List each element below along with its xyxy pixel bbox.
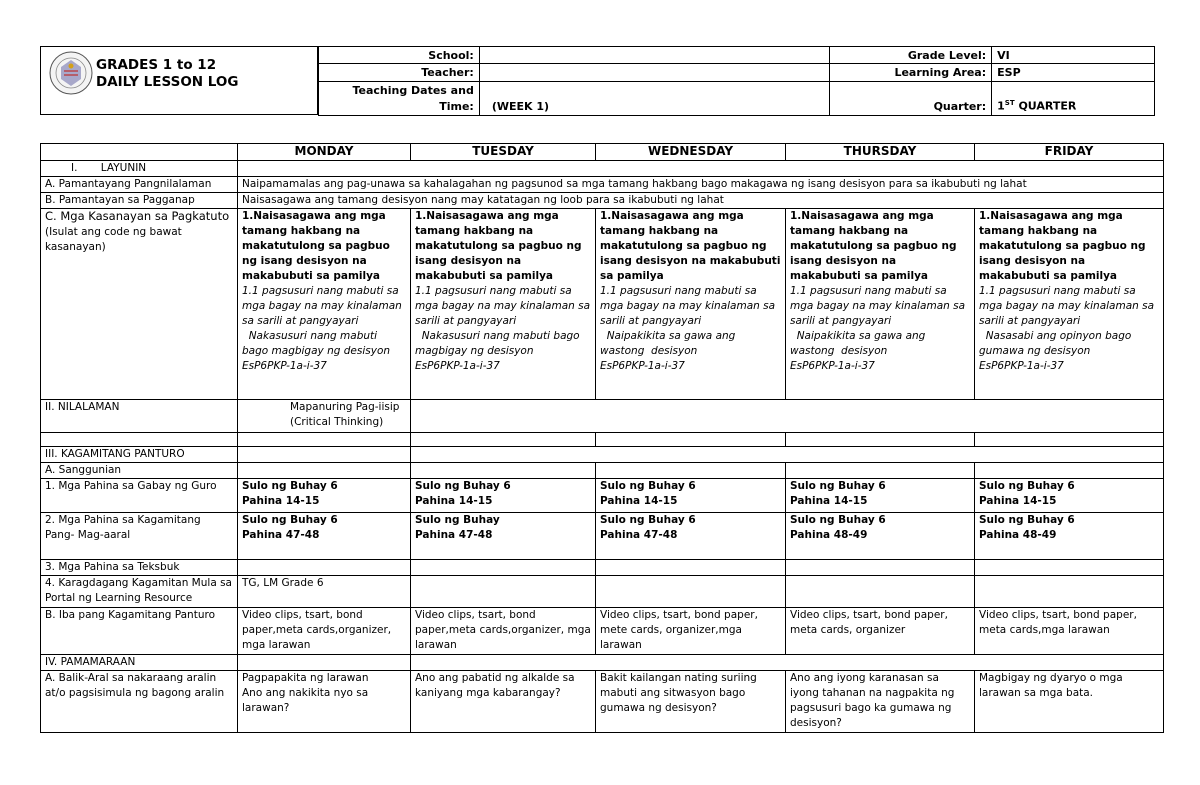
blank-cell bbox=[786, 463, 975, 479]
kagamitan-label: III. KAGAMITANG PANTURO bbox=[41, 447, 238, 463]
quarter-num: 1 bbox=[997, 100, 1005, 113]
kasanayan-sub: 1.1 pagsusuri nang mabuti sa mga bagay na may kinalaman sa sarili at pangyayari bbox=[979, 285, 1155, 327]
kasanayan-label-rest: (Isulat ang code ng bawat kasanayan) bbox=[45, 226, 182, 253]
blank-cell bbox=[411, 560, 596, 576]
kasanayan-main: 1.Naisasagawa ang mga tamang hakbang na makatutulong sa pagbuo ng isang desisyon na makabubuti sa pamilya bbox=[415, 210, 582, 282]
teksbuk-label: 3. Mga Pahina sa Teksbuk bbox=[41, 560, 238, 576]
kasanayan-monday bbox=[238, 209, 411, 400]
kasanayan-friday bbox=[975, 209, 1164, 400]
mag-aaral-wednesday bbox=[596, 513, 786, 560]
kasanayan-tuesday bbox=[411, 209, 596, 400]
kasanayan-code: EsP6PKP-1a-i-37 bbox=[790, 360, 875, 372]
iba-pang-friday: Video clips, tsart, bond paper, meta cards,mga larawan bbox=[975, 608, 1164, 655]
kasanayan-detail: Nakasusuri nang mabuti bago magbigay ng desisyon bbox=[415, 330, 583, 357]
blank-cell bbox=[411, 433, 596, 447]
page-range: Pahina 47-48 bbox=[600, 529, 678, 541]
balik-aral-label: A. Balik-Aral sa nakaraang aralin at/o pagsisimula ng bagong aralin bbox=[41, 671, 238, 733]
book-title: Sulo ng Buhay 6 bbox=[415, 480, 511, 492]
blank-cell bbox=[411, 576, 596, 608]
mag-aaral-friday bbox=[975, 513, 1164, 560]
quarter-rest: QUARTER bbox=[1014, 100, 1077, 113]
layunin-num: I. bbox=[71, 162, 78, 174]
kasanayan-sub: 1.1 pagsusuri nang mabuti sa mga bagay na may kinalaman sa sarili at pangyayari bbox=[600, 285, 776, 327]
book-title: Sulo ng Buhay 6 bbox=[790, 514, 886, 526]
gabay-guro-friday bbox=[975, 479, 1164, 513]
day-tuesday: TUESDAY bbox=[411, 144, 596, 161]
blank-cell bbox=[411, 463, 596, 479]
blank-cell bbox=[786, 576, 975, 608]
kasanayan-wednesday bbox=[596, 209, 786, 400]
karagdagang-kagamitan-label: 4. Karagdagang Kagamitan Mula sa Portal ng Learning Resource bbox=[41, 576, 238, 608]
kasanayan-main: 1.Naisasagawa ang mga tamang hakbang na makatutulong sa pagbuo ng isang desisyon na makabubuti sa pamilya bbox=[600, 210, 781, 282]
pamantayang-pangnilalaman-label: A. Pamantayang Pangnilalaman bbox=[41, 177, 238, 193]
nilalaman-value bbox=[238, 400, 411, 433]
layunin-label bbox=[41, 161, 238, 177]
layunin-text: LAYUNIN bbox=[100, 162, 147, 174]
mag-aaral-thursday bbox=[786, 513, 975, 560]
day-monday: MONDAY bbox=[238, 144, 411, 161]
gabay-guro-tuesday bbox=[411, 479, 596, 513]
karagdagang-kagamitan-value: TG, LM Grade 6 bbox=[238, 576, 411, 608]
iba-pang-kagamitan-row bbox=[41, 608, 1164, 655]
kasanayan-detail: Naipakikita sa gawa ang wastong desisyon bbox=[600, 330, 739, 357]
kasanayan-label-bold: C. Mga Kasanayan sa Pagkatuto bbox=[45, 209, 230, 223]
kasanayan-detail: Naipakikita sa gawa ang wastong desisyon bbox=[790, 330, 929, 357]
blank-cell bbox=[411, 655, 1164, 671]
nilalaman-line1: Mapanuring Pag-iisip bbox=[290, 401, 400, 413]
gabay-guro-label: 1. Mga Pahina sa Gabay ng Guro bbox=[41, 479, 238, 513]
mag-aaral-monday bbox=[238, 513, 411, 560]
blank-cell bbox=[596, 463, 786, 479]
corner-cell bbox=[41, 144, 238, 161]
kasanayan-label bbox=[41, 209, 238, 400]
blank-cell bbox=[238, 447, 411, 463]
mag-aaral-tuesday bbox=[411, 513, 596, 560]
lesson-log-table bbox=[40, 143, 1164, 733]
kasanayan-thursday bbox=[786, 209, 975, 400]
gabay-guro-row bbox=[41, 479, 1164, 513]
kasanayan-sub: 1.1 pagsusuri nang mabuti sa mga bagay na may kinalaman sa sarili at pangyayari bbox=[242, 285, 402, 327]
iba-pang-monday: Video clips, tsart, bond paper,meta cards,organizer, mga larawan bbox=[238, 608, 411, 655]
nilalaman-line2: (Critical Thinking) bbox=[290, 416, 384, 428]
kagamitan-row bbox=[41, 447, 1164, 463]
blank-cell bbox=[41, 433, 238, 447]
kasanayan-code: EsP6PKP-1a-i-37 bbox=[600, 360, 685, 372]
title-line-2: DAILY LESSON LOG bbox=[96, 74, 239, 90]
info-box bbox=[318, 46, 1155, 115]
pamantayang-pangnilalaman-value: Naipamamalas ang pag-unawa sa kahalagahan ng pagsunod sa mga tamang hakbang bago makagawa ng isang desisyon para sa ikabubuti ng lahat bbox=[238, 177, 1164, 193]
grade-level-label: Grade Level: bbox=[830, 47, 992, 64]
days-header-row bbox=[41, 144, 1164, 161]
quarter-sup: ST bbox=[1004, 99, 1015, 108]
page-range: Pahina 48-49 bbox=[790, 529, 868, 541]
book-title: Sulo ng Buhay 6 bbox=[790, 480, 886, 492]
balik-aral-tuesday: Ano ang pabatid ng alkalde sa kaniyang mga kabarangay? bbox=[411, 671, 596, 733]
book-title: Sulo ng Buhay 6 bbox=[600, 514, 696, 526]
iba-pang-wednesday: Video clips, tsart, bond paper, mete cards, organizer,mga larawan bbox=[596, 608, 786, 655]
balik-aral-wednesday: Bakit kailangan nating suriing mabuti ang sitwasyon bago gumawa ng desisyon? bbox=[596, 671, 786, 733]
iba-pang-thursday: Video clips, tsart, bond paper, meta cards, organizer bbox=[786, 608, 975, 655]
karagdagang-kagamitan-row bbox=[41, 576, 1164, 608]
school-value[interactable] bbox=[479, 47, 829, 64]
teksbuk-row bbox=[41, 560, 1164, 576]
pamantayan-pagganap-value: Naisasagawa ang tamang desisyon nang may katatagan ng loob para sa ikabubuti ng lahat bbox=[238, 193, 1164, 209]
page-range: Pahina 14-15 bbox=[242, 495, 320, 507]
nilalaman-row bbox=[41, 400, 1164, 433]
teacher-label: Teacher: bbox=[319, 64, 480, 82]
blank-cell bbox=[596, 433, 786, 447]
balik-aral-friday: Magbigay ng dyaryo o mga larawan sa mga bata. bbox=[975, 671, 1164, 733]
blank-cell bbox=[975, 576, 1164, 608]
blank-cell bbox=[238, 560, 411, 576]
balik-aral-thursday: Ano ang iyong karanasan sa iyong tahanan na nagpakita ng pagsusuri bago ka gumawa ng desisyon? bbox=[786, 671, 975, 733]
blank-cell bbox=[596, 576, 786, 608]
title-line-1: GRADES 1 to 12 bbox=[96, 57, 217, 73]
teacher-value[interactable] bbox=[479, 64, 829, 82]
blank-cell bbox=[975, 560, 1164, 576]
teaching-dates-value[interactable]: (WEEK 1) bbox=[479, 82, 829, 116]
document-title bbox=[96, 57, 238, 91]
blank-cell bbox=[786, 433, 975, 447]
layunin-empty bbox=[238, 161, 1164, 177]
gabay-guro-monday bbox=[238, 479, 411, 513]
book-title: Sulo ng Buhay 6 bbox=[242, 480, 338, 492]
blank-row bbox=[41, 433, 1164, 447]
teaching-dates-label bbox=[319, 82, 480, 116]
layunin-row bbox=[41, 161, 1164, 177]
teaching-dates-label-line1: Teaching Dates and bbox=[352, 83, 474, 97]
iba-pang-tuesday: Video clips, tsart, bond paper,meta cards,organizer, mga larawan bbox=[411, 608, 596, 655]
page-range: Pahina 14-15 bbox=[415, 495, 493, 507]
book-title: Sulo ng Buhay 6 bbox=[600, 480, 696, 492]
page-range: Pahina 48-49 bbox=[979, 529, 1057, 541]
gabay-guro-wednesday bbox=[596, 479, 786, 513]
kasanayan-sub: 1.1 pagsusuri nang mabuti sa mga bagay na may kinalaman sa sarili at pangyayari bbox=[415, 285, 591, 327]
book-title: Sulo ng Buhay 6 bbox=[979, 514, 1075, 526]
page-range: Pahina 14-15 bbox=[790, 495, 868, 507]
sanggunian-row bbox=[41, 463, 1164, 479]
nilalaman-empty bbox=[411, 400, 1164, 433]
kasanayan-detail: Nakasusuri nang mabuti bago magbigay ng desisyon bbox=[242, 330, 391, 357]
pamantayan-pagganap-row bbox=[41, 193, 1164, 209]
book-title: Sulo ng Buhay 6 bbox=[979, 480, 1075, 492]
pamantayan-pagganap-label: B. Pamantayan sa Pagganap bbox=[41, 193, 238, 209]
page-range: Pahina 14-15 bbox=[979, 495, 1057, 507]
blank-cell bbox=[786, 560, 975, 576]
day-friday: FRIDAY bbox=[975, 144, 1164, 161]
blank-cell bbox=[411, 447, 1164, 463]
blank-cell bbox=[975, 463, 1164, 479]
quarter-label: Quarter: bbox=[830, 82, 992, 116]
gabay-guro-thursday bbox=[786, 479, 975, 513]
kasanayan-row bbox=[41, 209, 1164, 400]
balik-aral-row bbox=[41, 671, 1164, 733]
quarter-value[interactable] bbox=[992, 82, 1155, 116]
pamamaraan-label: IV. PAMAMARAAN bbox=[41, 655, 238, 671]
balik-aral-monday: Pagpapakita ng larawan Ano ang nakikita nyo sa larawan? bbox=[238, 671, 411, 733]
kasanayan-code: EsP6PKP-1a-i-37 bbox=[979, 360, 1064, 372]
kasanayan-code: EsP6PKP-1a-i-37 bbox=[242, 360, 327, 372]
grade-level-value[interactable]: VI bbox=[992, 47, 1155, 64]
book-title: Sulo ng Buhay 6 bbox=[242, 514, 338, 526]
kasanayan-main: 1.Naisasagawa ang mga tamang hakbang na makatutulong sa pagbuo ng isang desisyon na makabubuti sa pamilya bbox=[790, 210, 957, 282]
pamamaraan-row bbox=[41, 655, 1164, 671]
kasanayan-code: EsP6PKP-1a-i-37 bbox=[415, 360, 500, 372]
nilalaman-label: II. NILALAMAN bbox=[41, 400, 238, 433]
page-range: Pahina 47-48 bbox=[242, 529, 320, 541]
day-thursday: THURSDAY bbox=[786, 144, 975, 161]
blank-cell bbox=[238, 433, 411, 447]
page-range: Pahina 47-48 bbox=[415, 529, 493, 541]
page-range: Pahina 14-15 bbox=[600, 495, 678, 507]
book-title: Sulo ng Buhay bbox=[415, 514, 500, 526]
blank-cell bbox=[975, 433, 1164, 447]
school-label: School: bbox=[319, 47, 480, 64]
kagamitang-mag-aaral-label: 2. Mga Pahina sa Kagamitang Pang- Mag-aaral bbox=[41, 513, 238, 560]
sanggunian-label: A. Sanggunian bbox=[41, 463, 238, 479]
pamantayang-pangnilalaman-row bbox=[41, 177, 1164, 193]
kasanayan-detail: Nasasabi ang opinyon bago gumawa ng desisyon bbox=[979, 330, 1135, 357]
blank-cell bbox=[238, 463, 411, 479]
kagamitang-mag-aaral-row bbox=[41, 513, 1164, 560]
learning-area-label: Learning Area: bbox=[830, 64, 992, 82]
iba-pang-kagamitan-label: B. Iba pang Kagamitang Panturo bbox=[41, 608, 238, 655]
deped-seal-icon bbox=[49, 51, 93, 95]
kasanayan-sub: 1.1 pagsusuri nang mabuti sa mga bagay na may kinalaman sa sarili at pangyayari bbox=[790, 285, 966, 327]
blank-cell bbox=[238, 655, 411, 671]
kasanayan-main: 1.Naisasagawa ang mga tamang hakbang na makatutulong sa pagbuo ng isang desisyon na makabubuti sa pamilya bbox=[242, 210, 390, 282]
kasanayan-main: 1.Naisasagawa ang mga tamang hakbang na makatutulong sa pagbuo ng isang desisyon na makabubuti sa pamilya bbox=[979, 210, 1146, 282]
day-wednesday: WEDNESDAY bbox=[596, 144, 786, 161]
teaching-dates-label-line2: Time: bbox=[439, 99, 474, 113]
blank-cell bbox=[596, 560, 786, 576]
learning-area-value[interactable]: ESP bbox=[992, 64, 1155, 82]
